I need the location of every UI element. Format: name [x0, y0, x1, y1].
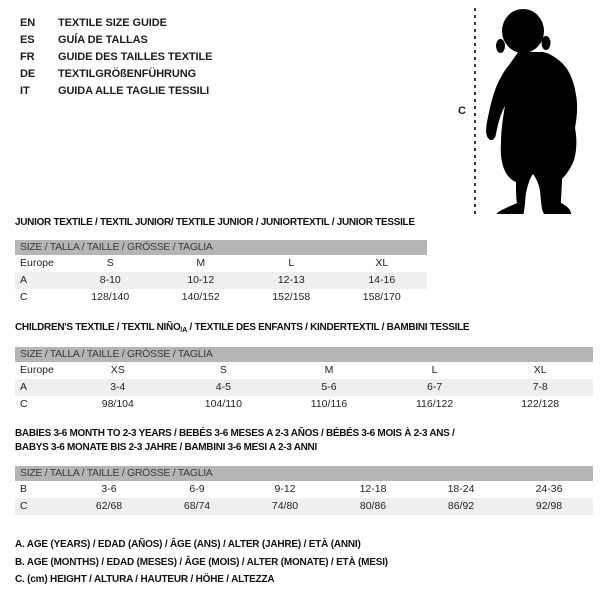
table-cell: 122/128 [521, 398, 560, 410]
lang-label: GUIDE DES TAILLES TEXTILE [58, 51, 213, 63]
section-title-line1: BABIES 3-6 MONTH TO 2-3 YEARS / BEBÉS 3-6 MESES A 2-3 AÑOS / BÉBÉS 3-6 MOIS À 2-3 ANS / [15, 427, 455, 439]
baby-silhouette-icon [485, 8, 592, 214]
table-cell: 5-6 [321, 381, 337, 393]
table-cell: 12-18 [359, 483, 387, 495]
height-measure-dotted-line [474, 8, 476, 214]
table-row [15, 255, 427, 272]
lang-code: ES [20, 34, 35, 46]
row-label: Europe [20, 257, 54, 269]
table-cell: XL [375, 257, 389, 269]
table-cell: 9-12 [274, 483, 296, 495]
section-title-line2: BABYS 3-6 MONATE BIS 2-3 JAHRE / BAMBINI 3-6 MESI A 2-3 ANNI [15, 441, 317, 453]
size-header-bar: SIZE / TALLA / TAILLE / GRÖSSE / TAGLIA [15, 240, 427, 255]
lang-row-fr [20, 49, 212, 66]
table-cell: 68/74 [183, 500, 211, 512]
height-measure-label: C [458, 105, 466, 117]
lang-code: IT [20, 85, 30, 97]
table-cell: 14-16 [368, 274, 396, 286]
section-title-children [15, 320, 469, 337]
table-cell: M [324, 364, 334, 376]
legend-line-c: C. (cm) HEIGHT / ALTURA / HAUTEUR / HÖHE / ALTEZZA [15, 573, 275, 585]
junior-size-table [15, 240, 427, 306]
children-size-table [15, 347, 593, 413]
size-header-bar: SIZE / TALLA / TAILLE / GRÖSSE / TAGLIA [15, 347, 593, 362]
table-row [15, 362, 593, 379]
table-cell: 7-8 [532, 381, 548, 393]
table-cell: L [288, 257, 295, 269]
row-label: C [20, 291, 28, 303]
table-cell: 3-6 [101, 483, 117, 495]
section-title-subscript: /A [180, 325, 187, 334]
table-cell: 6-9 [189, 483, 205, 495]
table-body [15, 362, 593, 413]
section-title-junior [15, 215, 415, 229]
size-header-bar: SIZE / TALLA / TAILLE / GRÖSSE / TAGLIA [15, 466, 593, 481]
table-cell: L [431, 364, 438, 376]
table-cell: 8-10 [99, 274, 121, 286]
table-row [15, 379, 593, 396]
table-row [15, 272, 427, 289]
table-row [15, 289, 427, 306]
section-title-text: / TEXTILE DES ENFANTS / KINDERTEXTIL / BAMBINI TESSILE [186, 321, 470, 333]
row-label: B [20, 483, 28, 495]
babies-size-table [15, 466, 593, 515]
table-cell: S [106, 257, 114, 269]
row-label: C [20, 500, 28, 512]
legend-line-a: A. AGE (YEARS) / EDAD (AÑOS) / ÂGE (ANS) / ALTER (JAHRE) / ETÀ (ANNI) [15, 538, 361, 550]
lang-row-de [20, 66, 212, 83]
table-cell: 3-4 [110, 381, 126, 393]
row-label: A [20, 381, 28, 393]
table-row [15, 396, 593, 413]
table-cell: 158/170 [362, 291, 401, 303]
table-cell: 110/116 [310, 398, 348, 410]
section-title-text: JUNIOR TEXTILE / TEXTIL JUNIOR/ TEXTILE JUNIOR / JUNIORTEXTIL / JUNIOR TESSILE [15, 216, 415, 228]
lang-label: GUÍA DE TALLAS [58, 34, 148, 46]
lang-row-it [20, 83, 212, 100]
table-cell: 152/158 [272, 291, 311, 303]
row-label: Europe [20, 364, 54, 376]
table-cell: M [196, 257, 206, 269]
measurement-legend [15, 536, 388, 589]
table-cell: 12-13 [277, 274, 305, 286]
lang-code: DE [20, 68, 36, 80]
table-cell: 116/122 [415, 398, 454, 410]
table-cell: 24-36 [535, 483, 563, 495]
table-cell: S [219, 364, 227, 376]
section-title-text: CHILDREN'S TEXTILE / TEXTIL NIÑO [15, 321, 181, 333]
lang-label: TEXTILE SIZE GUIDE [58, 17, 167, 29]
row-label: C [20, 398, 28, 410]
lang-row-es [20, 32, 212, 49]
table-cell: 98/104 [101, 398, 134, 410]
table-cell: 92/98 [535, 500, 563, 512]
table-cell: XL [533, 364, 547, 376]
lang-label: TEXTILGRÖßENFÜHRUNG [58, 68, 197, 80]
lang-label: GUIDA ALLE TAGLIE TESSILI [58, 85, 210, 97]
legend-line-b: B. AGE (MONTHS) / EDAD (MESES) / ÂGE (MOIS) / ALTER (MONATE) / ETÀ (MESI) [15, 555, 388, 568]
table-cell: 62/68 [95, 500, 123, 512]
table-cell: 6-7 [426, 381, 443, 393]
language-title-list [20, 15, 212, 100]
table-cell: 74/80 [271, 500, 299, 512]
table-cell: 10-12 [187, 274, 215, 286]
table-cell: 80/86 [359, 500, 387, 512]
row-label: A [20, 274, 28, 286]
table-cell: XS [110, 364, 125, 376]
table-cell: 4-5 [215, 381, 231, 393]
table-cell: 140/152 [181, 291, 220, 303]
table-body [15, 255, 427, 306]
table-row [15, 498, 593, 515]
table-body [15, 481, 593, 515]
lang-row-en [20, 15, 212, 32]
table-cell: 128/140 [91, 291, 130, 303]
section-title-babies [15, 426, 455, 454]
lang-code: FR [20, 51, 35, 63]
lang-code: EN [20, 17, 36, 29]
table-cell: 104/110 [204, 398, 242, 410]
table-cell: 18-24 [447, 483, 475, 495]
table-row [15, 481, 593, 498]
table-cell: 86/92 [447, 500, 475, 512]
